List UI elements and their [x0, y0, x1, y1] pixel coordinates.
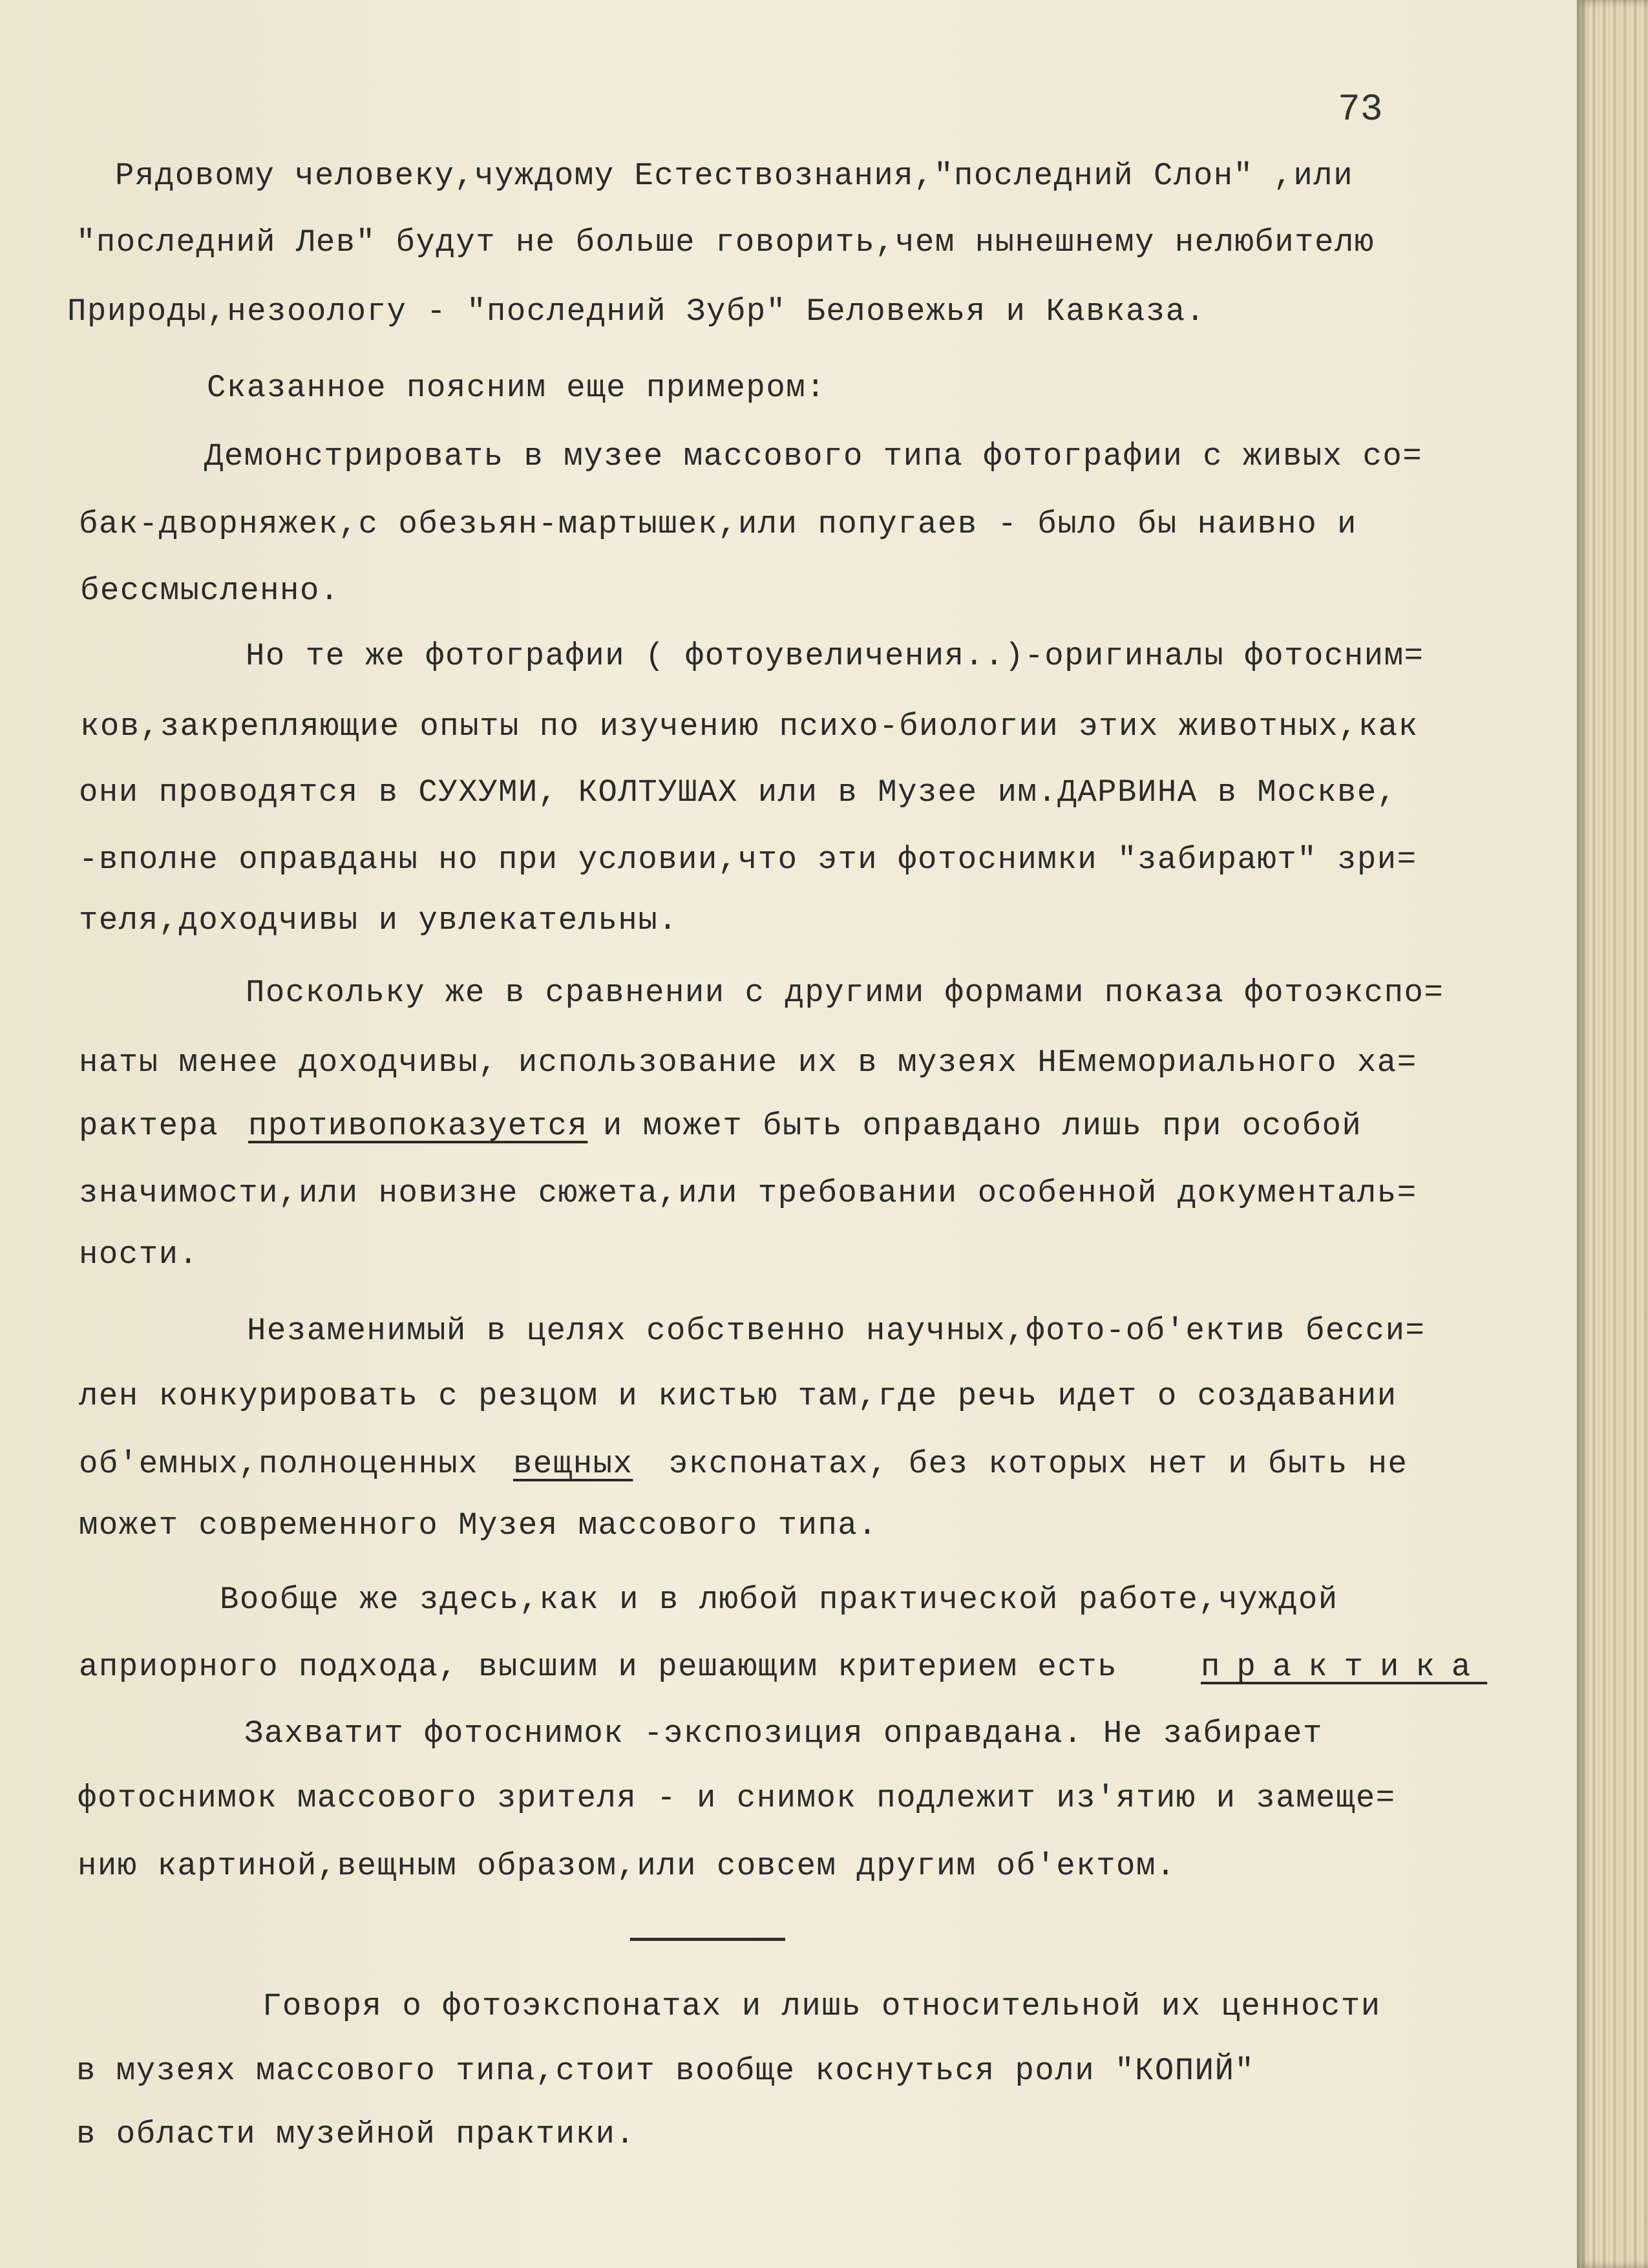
text-line: Говоря о фотоэкспонатах и лишь относительной их ценности — [262, 1988, 1381, 2024]
text-line: априорного подхода, высшим и решающим критерием есть — [79, 1649, 1118, 1685]
text-line: Вообще же здесь,как и в любой практической работе,чуждой — [220, 1582, 1338, 1618]
text-line: и может быть оправдано лишь при особой — [583, 1108, 1362, 1144]
underlined-word: вещных — [513, 1446, 633, 1482]
text-line: теля,доходчивы и увлекательны. — [79, 902, 679, 938]
text-line: бессмысленно. — [80, 573, 340, 609]
text-line: в области музейной практики. — [76, 2116, 636, 2152]
text-line: экспонатах, без которых нет и быть не — [649, 1446, 1408, 1482]
text-line: Демонстрировать в музее массового типа фотографии с живых со= — [204, 438, 1423, 474]
text-line: Незаменимый в целях собственно научных,фото-об'ектив бесси= — [247, 1313, 1426, 1349]
section-divider — [630, 1938, 785, 1941]
text-line: значимости,или новизне сюжета,или требовании особенной документаль= — [79, 1175, 1417, 1211]
text-line: нию картиной,вещным образом,или совсем другим об'ектом. — [78, 1848, 1176, 1884]
text-line: -вполне оправданы но при условии,что эти фотоснимки "забирают" зри= — [79, 842, 1417, 878]
page-number: 73 — [1338, 89, 1383, 131]
book-page-edges — [1577, 0, 1648, 2268]
text-line: фотоснимок массового зрителя - и снимок подлежит из'ятию и замеще= — [78, 1780, 1396, 1816]
text-line: "последний Лев" будут не больше говорить,чем нынешнему нелюбителю — [76, 224, 1375, 260]
text-line: ков,закрепляющие опыты по изучению психо-биологии этих животных,как — [80, 708, 1419, 745]
text-line: Но те же фотографии ( фотоувеличения..)-оригиналы фотосним= — [246, 638, 1424, 674]
text-line: Природы,незоологу - "последний Зубр" Беловежья и Кавказа. — [67, 293, 1206, 330]
text-line: бак-дворняжек,с обезьян-мартышек,или попугаев - было бы наивно и — [79, 506, 1357, 542]
text-line: Сказанное поясним еще примером: — [207, 370, 827, 406]
text-line: они проводятся в СУХУМИ, КОЛТУШАХ или в Музее им.ДАРВИНА в Москве, — [79, 774, 1397, 811]
text-line: ности. — [79, 1236, 199, 1273]
text-line: Поскольку же в сравнении с другими формами показа фотоэкспо= — [246, 975, 1444, 1011]
underlined-word: противопоказуется — [248, 1108, 588, 1144]
text-line: рактера — [79, 1108, 219, 1144]
text-line: в музеях массового типа,стоит вообще коснуться роли "КОПИЙ" — [76, 2053, 1255, 2089]
text-line: наты менее доходчивы, использование их в музеях НЕмемориального ха= — [79, 1044, 1417, 1081]
text-line: Рядовому человеку,чуждому Естествознания,"последний Слон" ,или — [115, 158, 1354, 194]
text-line: Захватит фотоснимок -экспозиция оправдана. Не забирает — [244, 1715, 1323, 1752]
text-line: об'емных,полноценных — [79, 1446, 499, 1482]
text-line: лен конкурировать с резцом и кистью там,где речь идет о создавании — [79, 1378, 1397, 1414]
text-line: может современного Музея массового типа. — [79, 1507, 878, 1543]
spaced-underlined-word: практика — [1201, 1649, 1488, 1685]
